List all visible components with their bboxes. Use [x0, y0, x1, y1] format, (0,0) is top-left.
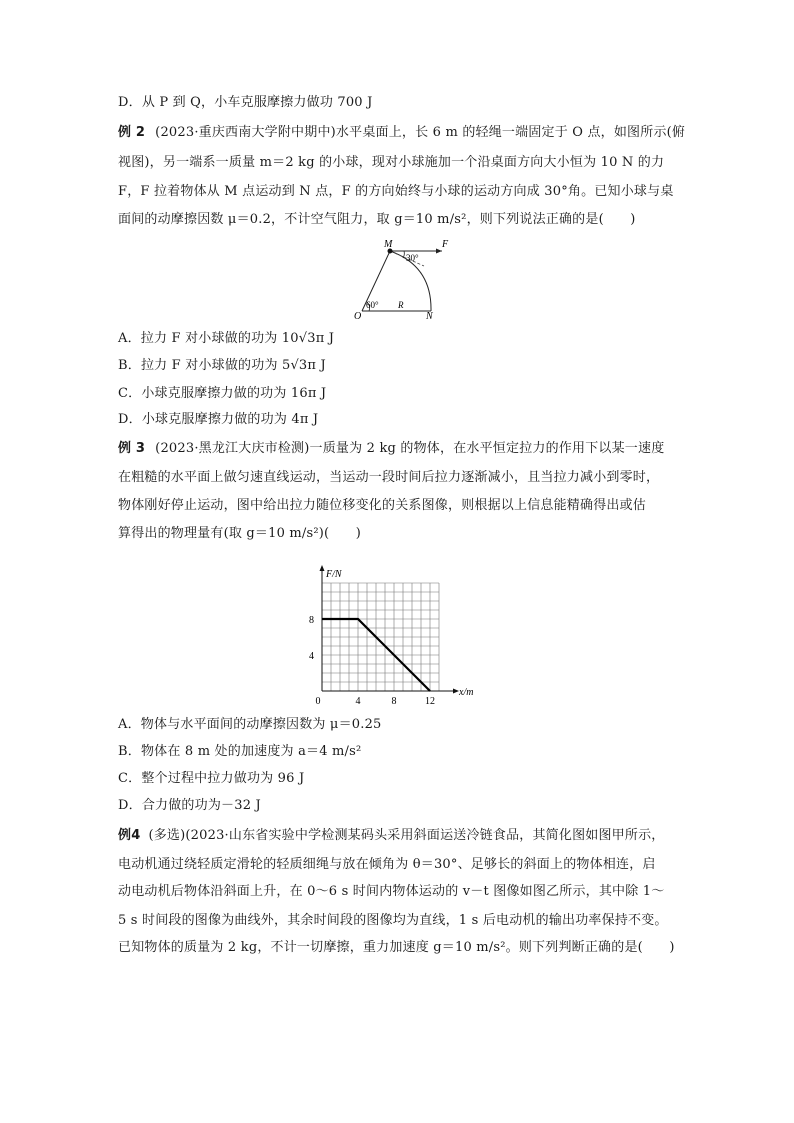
y-axis-label: F/N — [326, 569, 342, 580]
example-4-line-2: 电动机通过绕轻质定滑轮的轻质细绳与放在倾角为 θ＝30°、足够长的斜面上的物体相连，启 — [118, 857, 656, 872]
example-3-line-1: 例 3 (2023·黑龙江大庆市检测)一质量为 2 kg 的物体，在水平恒定拉力的作用下以某一速度 — [118, 441, 665, 456]
example-4-line-1: 例4 (多选)(2023·山东省实验中学检测某码头采用斜面运送冷链食品，其简化图如图甲所示， — [118, 828, 665, 843]
y-tick-label: 4 — [309, 651, 314, 662]
x-tick-label: 4 — [355, 696, 361, 707]
example-3-option-a: A．物体与水平面间的动摩擦因数为 μ＝0.25 — [118, 717, 382, 732]
example-3-line-4: 算得出的物理量有(取 g＝10 m/s²)( ) — [118, 526, 362, 541]
circle-diagram — [336, 236, 449, 322]
example-2-line-2: 视图)，另一端系一质量 m＝2 kg 的小球，现对小球施加一个沿桌面方向大小恒为 10 N 的力 — [118, 155, 665, 170]
example-2-label: 例 2 — [118, 125, 146, 140]
example-4-line-5: 已知物体的质量为 2 kg，不计一切摩擦，重力加速度 g＝10 m/s²。则下列判断正确的是( ) — [118, 940, 675, 955]
example-2-option-a: A．拉力 F 对小球做的功为 10√3π J — [118, 331, 335, 346]
example-2-option-d: D．小球克服摩擦力做的功为 4π J — [118, 412, 319, 427]
label-60: 60° — [366, 300, 379, 310]
example-2-option-c: C．小球克服摩擦力做的功为 16π J — [118, 386, 327, 401]
y-tick-label: 8 — [309, 615, 314, 626]
label-o: O — [354, 311, 362, 322]
label-f: F — [442, 239, 449, 250]
x-tick-label: 8 — [391, 696, 397, 707]
example-3-line-2: 在粗糙的水平面上做匀速直线运动，当运动一段时间后拉力逐渐减小，且当拉力减小到零时， — [118, 470, 660, 485]
example-3-option-d: D．合力做的功为－32 J — [118, 798, 261, 813]
x-tick-label: 0 — [315, 696, 321, 707]
example-3-option-b: B．物体在 8 m 处的加速度为 a＝4 m/s² — [118, 744, 362, 759]
label-30: 30° — [406, 253, 419, 263]
example-3-line-3: 物体刚好停止运动，图中给出拉力随位移变化的关系图像，则根据以上信息能精确得出或估 — [118, 498, 647, 513]
example-3-label: 例 3 — [118, 441, 146, 456]
x-axis-label: x/m — [459, 687, 474, 698]
option-d-prev: D．从 P 到 Q，小车克服摩擦力做功 700 J — [118, 95, 373, 110]
y-axis-arrow — [320, 565, 325, 571]
example-2-line-1: 例 2 (2023·重庆西南大学附中期中)水平桌面上，长 6 m 的轻绳一端固定于 O 点，如图所示(俯 — [118, 125, 686, 140]
example-4-line-3: 动电动机后物体沿斜面上升，在 0～6 s 时间内物体运动的 v－t 图像如图乙所示，其中除 1～ — [118, 884, 665, 899]
example-2-line-4: 面间的动摩擦因数 μ＝0.2，不计空气阻力，取 g＝10 m/s²，则下列说法正确的是( ) — [118, 212, 636, 227]
example-3-option-c: C．整个过程中拉力做功为 96 J — [118, 771, 305, 786]
label-n: N — [426, 311, 433, 322]
example-4-line-4: 5 s 时间段的图像为曲线外，其余时间段的图像均为直线，1 s 后电动机的输出功率保持不变。 — [118, 913, 668, 928]
label-m: M — [384, 239, 393, 250]
example-2-line-3: F，F 拉着物体从 M 点运动到 N 点，F 的方向始终与小球的运动方向成 30°角。已知小球与桌 — [118, 184, 674, 199]
example-2-option-b: B．拉力 F 对小球做的功为 5√3π J — [118, 358, 326, 373]
x-tick-label: 12 — [425, 696, 435, 707]
force-displacement-chart — [300, 550, 480, 710]
example-4-label: 例4 — [118, 828, 141, 843]
label-r: R — [398, 300, 404, 310]
